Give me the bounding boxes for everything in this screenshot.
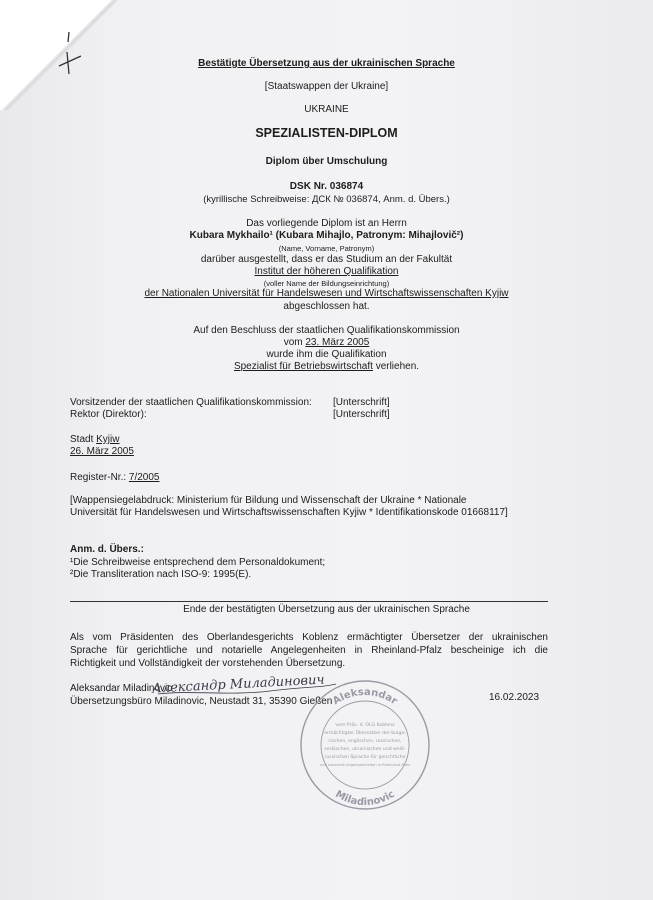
faculty-name: Institut der höheren Qualifikation	[254, 266, 399, 277]
coat-of-arms-note: [Staatswappen der Ukraine]	[264, 81, 389, 92]
translator-name: Aleksandar Miladinovic	[70, 683, 173, 694]
end-of-translation: Ende der bestätigten Übersetzung aus der ukrainischen Sprache	[183, 604, 470, 615]
completed-line: abgeschlossen hat.	[283, 301, 370, 312]
qualification-suffix: verliehen.	[375, 361, 420, 372]
chair-signature: [Unterschrift]	[333, 397, 390, 408]
signature-text: Александр Миладинович	[151, 672, 325, 697]
name-caption: (Name, Vorname, Patronym)	[278, 244, 375, 253]
university-name: der Nationalen Universität für Handelswesen und Wirtschaftswissenschaften Kyjiw	[144, 288, 509, 299]
diploma-title: SPEZIALISTEN-DIPLOM	[255, 126, 398, 140]
qualification-intro: wurde ihm die Qualifikation	[266, 349, 387, 360]
diploma-subtitle: Diplom über Umschulung	[265, 156, 388, 167]
certification-date: 16.02.2023	[489, 692, 540, 703]
translator-stamp	[298, 678, 432, 812]
certification-line-1: Als vom Präsidenten des Oberlandesgerichts Koblenz ermächtigter Übersetzer der ukrainischen	[70, 632, 548, 643]
date-prefix: vom	[283, 337, 303, 348]
end-divider	[70, 601, 548, 602]
stamp-line-6: und notarielle Angelegenheiten in Rheinland-Pfalz	[319, 763, 411, 767]
stamp-line-3: rischen, englischen, russischen,	[328, 739, 402, 744]
qualification-name: Spezialist für Betriebswirtschaft	[233, 361, 373, 372]
issue-date: 26. März 2005	[70, 446, 134, 457]
note-2: ²Die Transliteration nach ISO-9: 1995(E).	[70, 569, 252, 580]
stamp-line-1: vom Präs. d. OLG Koblenz	[335, 723, 395, 728]
decision-date-line	[0, 337, 653, 348]
city-line	[70, 434, 119, 445]
qualification-line	[0, 361, 653, 372]
register-line	[70, 472, 160, 483]
decision-date: 23. März 2005	[305, 337, 370, 348]
study-line: darüber ausgestellt, dass er das Studium an der Fakultät	[200, 254, 453, 265]
register-number: 7/2005	[128, 472, 160, 483]
svg-text:Aleksandar	[331, 687, 399, 707]
cyrillic-note: (kyrillische Schreibweise: ДСК № 036874, Anm. d. Übers.)	[203, 194, 450, 205]
faculty-caption: (voller Name der Bildungseinrichtung)	[263, 279, 390, 288]
document-heading: Bestätigte Übersetzung aus der ukrainischen Sprache	[198, 58, 455, 69]
certification-text	[70, 631, 548, 670]
stamp-line-2: ermächtigter Übersetzer der bulga-	[324, 731, 406, 736]
certification-line-3: Richtigkeit und Vollständigkeit der vorstehenden Übersetzung.	[70, 658, 346, 669]
stamp-line-4: serbischen, ukrainischen und weiß-	[324, 747, 406, 752]
seal-line-1: [Wappensiegelabdruck: Ministerium für Bildung und Wissenschaft der Ukraine * Nationale	[70, 495, 467, 506]
rector-label: Rektor (Direktor):	[70, 409, 147, 420]
pen-marks	[55, 30, 85, 80]
stamp-bottom-text: Miladinovic	[333, 788, 397, 809]
certification-line-2: Sprache für gerichtliche und notarielle Angelegenheiten in Rheinland-Pfalz bescheinige ich die	[70, 645, 548, 656]
country-name: UKRAINE	[304, 104, 349, 115]
decision-line: Auf den Beschluss der staatlichen Qualifikationskommission	[193, 325, 460, 336]
city-label: Stadt	[70, 434, 94, 445]
rector-signature: [Unterschrift]	[333, 409, 390, 420]
stamp-line-5: russischen Sprache für gerichtliche	[324, 755, 406, 760]
notes-heading: Anm. d. Übers.:	[70, 544, 144, 555]
intro-line: Das vorliegende Diplom ist an Herrn	[246, 218, 407, 229]
note-1: ¹Die Schreibweise entsprechend dem Personaldokument;	[70, 557, 326, 568]
city-name: Kyjiw	[96, 434, 120, 445]
seal-line-2: Universität für Handelswesen und Wirtschaftswissenschaften Kyjiw * Identifikationskode 01668117]	[70, 507, 508, 518]
register-label: Register-Nr.:	[70, 472, 127, 483]
stamp-top-text: Aleksandar	[331, 686, 400, 708]
dsk-number: DSK Nr. 036874	[289, 181, 364, 192]
translator-office: Übersetzungsbüro Miladinovic, Neustadt 31, 35390 Gießen	[70, 696, 333, 707]
holder-name: Kubara Mykhailo¹ (Kubara Mihajlo, Patronym: Mihajlovič²)	[189, 230, 464, 241]
chair-label: Vorsitzender der staatlichen Qualifikationskommission:	[70, 397, 312, 408]
